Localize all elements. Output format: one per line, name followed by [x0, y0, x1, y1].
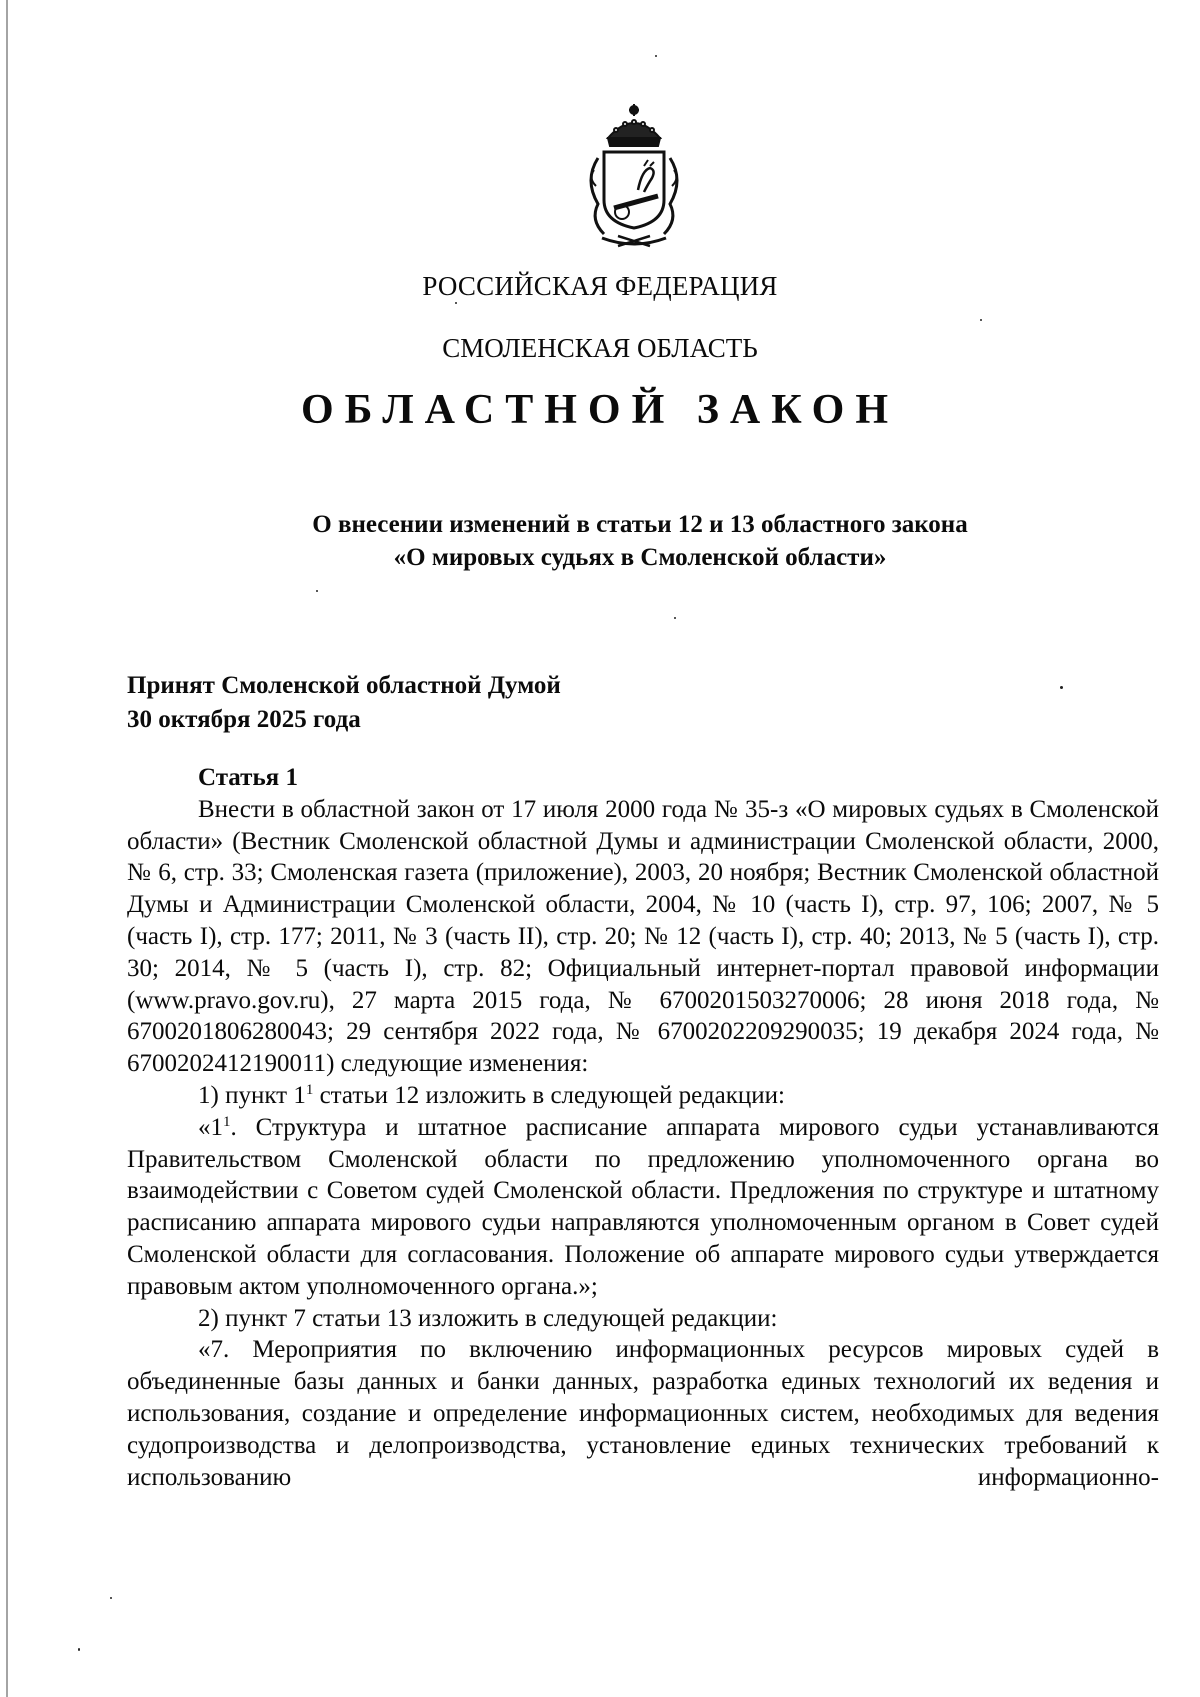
- article-body: [127, 762, 1159, 1493]
- document-type-heading: ОБЛАСТНОЙ ЗАКОН: [300, 387, 900, 433]
- scan-speck: [674, 617, 676, 619]
- law-title-line-1: О внесении изменений в статьи 12 и 13 областного закона: [312, 511, 968, 538]
- scan-speck: [455, 302, 457, 304]
- region-heading: СМОЛЕНСКАЯ ОБЛАСТЬ: [442, 333, 758, 363]
- article-heading: Статья 1: [198, 764, 298, 791]
- country-heading: РОССИЙСКАЯ ФЕДЕРАЦИЯ: [422, 271, 778, 301]
- article-intro-paragraph: Внести в областной закон от 17 июля 2000 года № 35-з «О мировых судьях в Смоленской области» (Вестник Смоленской областной Думы и администрации Смоленской области, 2000, № 6, стр. 33; Смоленская газета (приложение), 2003, 20 ноября; Вестник Смоленской областной Думы и Администрации Смоленской области, 2004, № 10 (часть I), стр. 97, 106; 2007, № 5 (часть I), стр. 177; 2011, № 3 (часть II), стр. 20; № 12 (часть I), стр. 40; 2013, № 5 (часть I), стр. 30; 2014, № 5 (часть I), стр. 82; Официальный интернет-портал правовой информации (www.pravo.gov.ru), 27 марта 2015 года, № 6700201503270006; 28 июня 2018 года, № 6700201806280043; 29 сентября 2022 года, № 6700202209290035; 19 декабря 2024 года, № 6700202412190011) следующие изменения:: [127, 795, 1159, 1078]
- smolensk-coat-of-arms-icon: [578, 100, 690, 250]
- scan-speck: [655, 55, 657, 57]
- scan-edge-line: [6, 0, 8, 1697]
- scan-speck: [1060, 686, 1063, 689]
- amendment-quote-2: «7. Мероприятия по включению информационных ресурсов мировых судей в объединенные базы данных и банки данных, разработка единых технологий их ведения и использования, создание и определение информационных систем, необходимых для ведения судопроизводства и делопроизводства, установление единых технических требований к использованию информационно-: [127, 1336, 1159, 1491]
- adoption-date: 30 октября 2025 года: [127, 706, 361, 733]
- law-title: [200, 508, 1080, 574]
- scan-speck: [980, 319, 982, 321]
- amendment-item-1: 1) пункт $1^1$ статьи 12 изложить в следующей редакции:: [198, 1081, 785, 1109]
- scan-speck: [110, 1597, 112, 1599]
- adoption-body: Принят Смоленской областной Думой: [127, 672, 561, 699]
- scan-speck: [78, 1648, 80, 1651]
- adoption-note: [127, 669, 561, 737]
- amendment-item-2: 2) пункт 7 статьи 13 изложить в следующей редакции:: [198, 1304, 778, 1332]
- amendment-quote-1: «$1^1$. Структура и штатное расписание аппарата мирового судьи устанавливаются Правительством Смоленской области по предложению уполномоченного органа во взаимодействии с Советом судей Смоленской области. Предложения по структуре и штатному расписанию аппарата мирового судьи направляются уполномоченным органом в Совет судей Смоленской области для согласования. Положение об аппарате мирового судьи утверждается правовым актом уполномоченного органа.»;: [127, 1113, 1159, 1300]
- law-title-line-2: «О мировых судьях в Смоленской области»: [393, 544, 887, 571]
- scan-speck: [316, 590, 318, 592]
